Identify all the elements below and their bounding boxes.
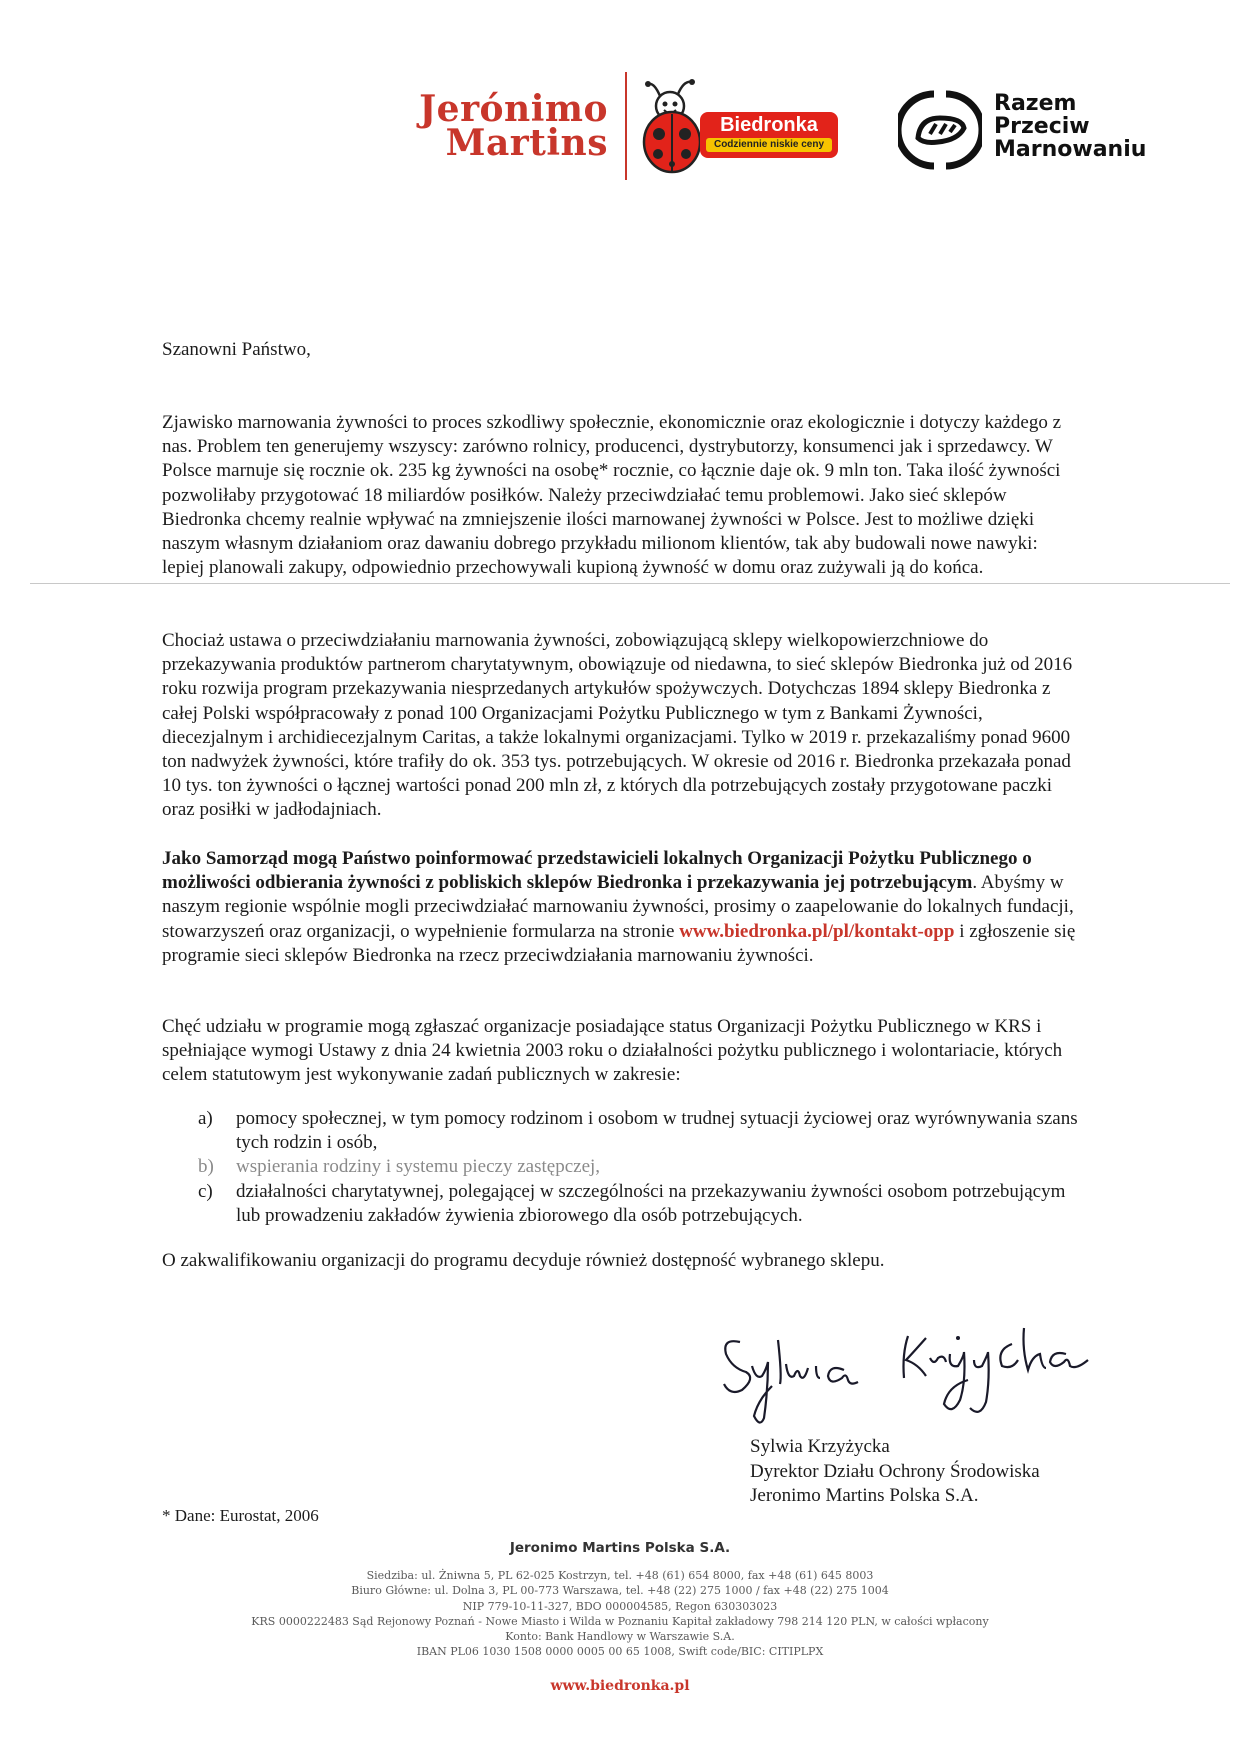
list-item-text: działalności charytatywnej, polegającej w szczególności na przekazywaniu żywności osobom potrzebującym lub prowadzeniu zakładów żywienia zbiorowego dla osób potrzebujących. xyxy=(236,1180,1066,1226)
footer-line: Konto: Bank Handlowy w Warszawie S.A. xyxy=(505,1630,735,1644)
bread-icon xyxy=(898,88,982,172)
paragraph-1: Zjawisko marnowania żywności to proces szkodliwy społecznie, ekonomicznie oraz ekologicznie i dotyczy każdego z nas. Problem ten generujemy wszyscy: zarówno rolnicy, producenci, dystrybutorzy, konsumenci jak i sprzedawcy. W Polsce marnuje się rocznie ok. 235 kg żywności na osobę* rocznie, co łącznie daje ok. 9 mln ton. Taka ilość żywności pozwoliłaby przygotować 18 miliardów posiłków. Należy przeciwdziałać temu problemowi. Jako sieć sklepów Biedronka chcemy realnie wpływać na zmniejszenie ilości marnowanej żywności w Polsce. Jest to możliwe dzięki naszym własnym działaniom oraz dawaniu dobrego przykładu milionom klientów, tak aby budowali nowe nawyki: lepiej planowali zakupy, odpowiednio przechowywali kupioną żywność w domu oraz zużywali ją do końca. xyxy=(162,412,1062,579)
footer-line: NIP 779-10-11-327, BDO 000004585, Regon 630303023 xyxy=(462,1599,778,1613)
razem-line2: Przeciw xyxy=(994,114,1090,139)
signatory-name: Sylwia Krzyżycka xyxy=(750,1436,890,1457)
footer-company: Jeronimo Martins Polska S.A. xyxy=(509,1540,731,1556)
footer-details xyxy=(0,1568,1240,1660)
signatory-title: Dyrektor Działu Ochrony Środowiska xyxy=(750,1460,1040,1482)
footer-line: Siedziba: ul. Żniwna 5, PL 62-025 Kostrzyn, tel. +48 (61) 654 8000, fax +48 (61) 645 8003 xyxy=(366,1569,874,1582)
scan-artifact-line xyxy=(30,583,1230,584)
paragraph-5: O zakwalifikowaniu organizacji do programu decyduje również dostępność wybranego sklepu. xyxy=(162,1250,885,1271)
list-marker: a) xyxy=(198,1108,213,1129)
list-marker: c) xyxy=(198,1180,213,1202)
paragraph-3-bold: Jako Samorząd mogą Państwo poinformować przedstawicieli lokalnych Organizacji Pożytku Publicznego o możliwości odbierania żywności z pobliskich sklepów Biedronka i przekazywania jej potrzebującym xyxy=(162,848,1032,894)
razem-line1: Razem xyxy=(994,91,1077,116)
footer-line: KRS 0000222483 Sąd Rejonowy Poznań - Nowe Miasto i Wilda w Poznaniu Kapitał zakładowy 798 214 120 PLN, w całości wpłacony xyxy=(251,1614,989,1628)
footer-line: Biuro Główne: ul. Dolna 3, PL 00-773 Warszawa, tel. +48 (22) 275 1000 / fax +48 (22) 275 1004 xyxy=(351,1584,889,1598)
footer-line: IBAN PL06 1030 1508 0000 0005 00 65 1008, Swift code/BIC: CITIPLPX xyxy=(416,1645,824,1659)
footnote: * Dane: Eurostat, 2006 xyxy=(162,1506,319,1525)
list-item xyxy=(162,1107,1084,1155)
jm-logo-line2: Martins xyxy=(445,122,608,164)
jeronimo-martins-logo xyxy=(418,88,608,164)
paragraph-3-end: i zgłoszenie się programie sieci sklepów Biedronka na rzecz przeciwdziałania marnowaniu żywności. xyxy=(162,920,1076,966)
paragraph-4: Chęć udziału w programie mogą zgłaszać organizacje posiadające status Organizacji Pożytku Publicznego w KRS i spełniające wymogi Ustawy z dnia 24 kwietnia 2003 roku o działalności pożytku publicznego i wolontariacie, których celem statutowym jest wykonywanie zadań publicznych w zakresie: xyxy=(162,1016,1063,1086)
salutation: Szanowni Państwo, xyxy=(162,339,311,360)
logo-divider xyxy=(625,72,627,180)
signatory-block xyxy=(750,1435,1040,1509)
kontakt-opp-link[interactable]: www.biedronka.pl/pl/kontakt-opp xyxy=(679,920,955,942)
jm-logo-line1: Jerónimo xyxy=(419,88,608,130)
footer xyxy=(0,1540,1240,1694)
paragraph-2: Chociaż ustawa o przeciwdziałaniu marnowania żywności, zobowiązującą sklepy wielkopowierzchniowe do przekazywania produktów partnerom charytatywnym, obowiązuje od niedawna, to sieć sklepów Biedronka już od 2016 roku rozwija program przekazywania niesprzedanych artykułów spożywczych. Dotychczas 1894 sklepy Biedronka z całej Polski współpracowały z ponad 100 Organizacjami Pożytku Publicznego w tym z Bankami Żywności, diecezjalnym i archidiecezjalnym Caritas, a także lokalnymi organizacjami. Tylko w 2019 r. przekazaliśmy ponad 9600 ton nadwyżek żywności, które trafiły do ok. 353 tys. potrzebujących. W okresie od 2016 r. Biedronka przekazała ponad 10 tys. ton żywności o łącznej wartości ponad 200 mln zł, z których dla potrzebujących zostały przygotowane paczki oraz posiłki w jadłodajniach. xyxy=(162,630,1073,821)
razem-line3: Marnowaniu xyxy=(994,137,1147,162)
biedronka-logo-name: Biedronka xyxy=(720,114,818,136)
list-item xyxy=(162,1180,1084,1228)
list-item xyxy=(162,1155,1084,1179)
signatory-company: Jeronimo Martins Polska S.A. xyxy=(750,1485,979,1506)
letterhead xyxy=(0,0,1240,200)
paragraph-3-text: . Abyśmy w naszym regionie wspólnie mogli przeciwdziałać marnowaniu żywności, prosimy o zaapelowanie do lokalnych fundacji, stowarzyszeń oraz organizacji, o wypełnienie formularza na stronie xyxy=(162,872,1074,942)
paragraph-3 xyxy=(162,847,1084,968)
list-item-text: wspierania rodziny i systemu pieczy zastępczej, xyxy=(236,1156,601,1178)
razem-przeciw-marnowaniu-logo xyxy=(898,88,1198,178)
handwritten-signature xyxy=(712,1320,1102,1430)
list-marker: b) xyxy=(198,1156,214,1178)
list-item-text: pomocy społecznej, w tym pomocy rodzinom i osobom w trudnej sytuacji życiowej oraz wyrównywania szans tych rodzin i osób, xyxy=(236,1108,1078,1154)
biedronka-logo-tagline: Codziennie niskie ceny xyxy=(706,138,832,152)
biedronka-logo xyxy=(700,112,838,158)
footer-website-link[interactable]: www.biedronka.pl xyxy=(550,1677,690,1694)
scope-list xyxy=(162,1107,1084,1228)
